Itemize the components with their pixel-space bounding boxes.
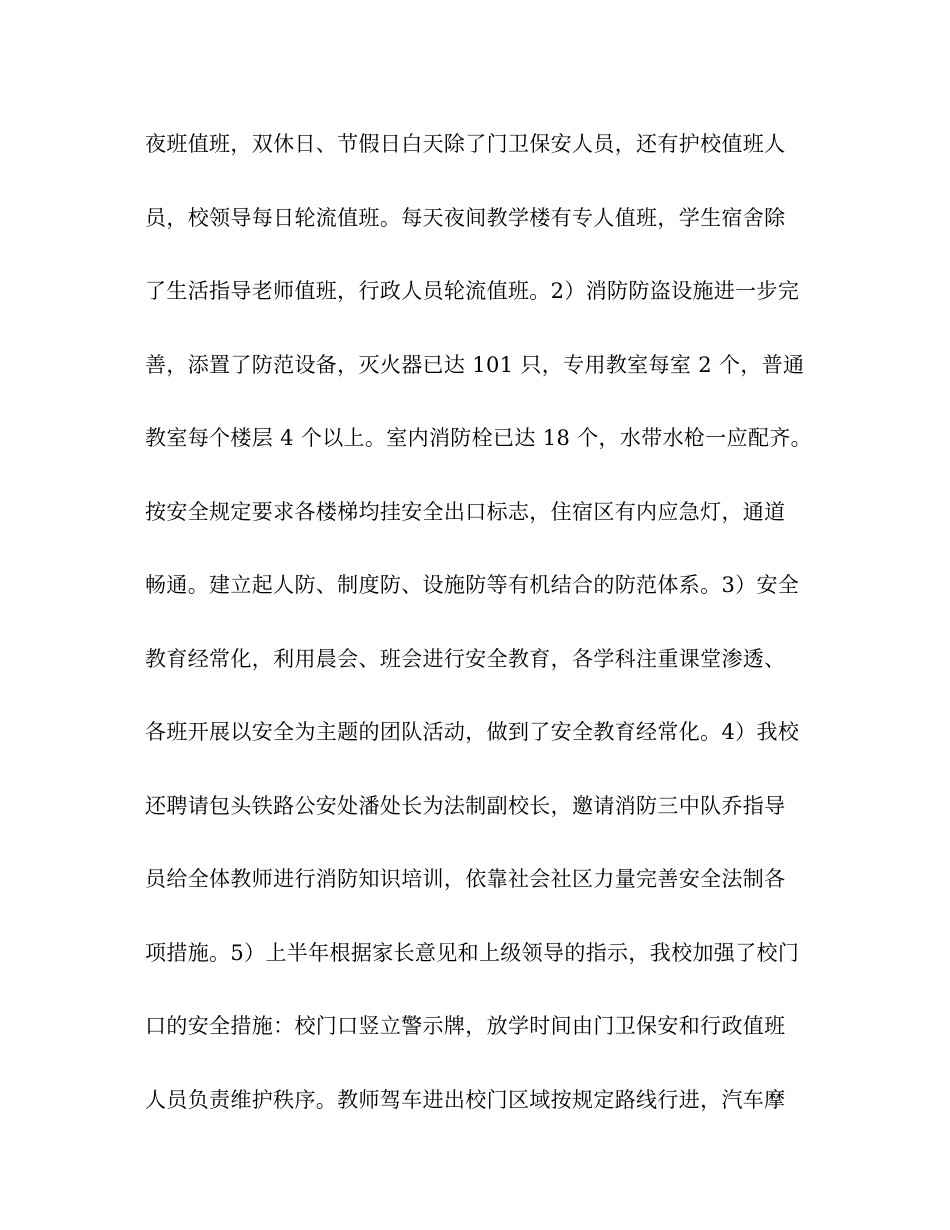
text-line: 按安全规定要求各楼梯均挂安全出口标志，住宿区有内应急灯，通道 bbox=[145, 499, 786, 524]
body-text bbox=[145, 126, 825, 1155]
text-line: 了生活指导老师值班，行政人员轮流值班。2）消防防盗设施进一步完 bbox=[145, 279, 800, 303]
text-line: 畅通。建立起人防、制度防、设施防等有机结合的防范体系。3）安全 bbox=[145, 573, 800, 597]
text-line: 员给全体教师进行消防知识培训，依靠社会社区力量完善安全法制各 bbox=[145, 867, 786, 891]
text-line: 人员负责维护秩序。教师驾车进出校门区域按规定路线行进，汽车摩 bbox=[145, 1087, 786, 1112]
text-line: 夜班值班，双休日、节假日白天除了门卫保安人员，还有护校值班人 bbox=[145, 132, 786, 156]
text-line: 教育经常化，利用晨会、班会进行安全教育，各学科注重课堂渗透、 bbox=[145, 646, 786, 671]
text-line: 还聘请包头铁路公安处潘处长为法制副校长，邀请消防三中队乔指导 bbox=[145, 793, 786, 818]
text-line: 善，添置了防范设备，灭火器已达 101 只，专用教室每室 2 个，普通 bbox=[145, 352, 805, 377]
text-line: 各班开展以安全为主题的团队活动，做到了安全教育经常化。4）我校 bbox=[145, 720, 800, 744]
text-line: 项措施。5）上半年根据家长意见和上级领导的指示，我校加强了校门 bbox=[145, 940, 800, 965]
text-line: 员，校领导每日轮流值班。每天夜间教学楼有专人值班，学生宿舍除 bbox=[145, 205, 786, 230]
text-line: 口的安全措施：校门口竖立警示牌，放学时间由门卫保安和行政值班 bbox=[145, 1014, 786, 1038]
text-line: 教室每个楼层 4 个以上。室内消防栓已达 18 个，水带水枪一应配齐。 bbox=[145, 426, 813, 450]
